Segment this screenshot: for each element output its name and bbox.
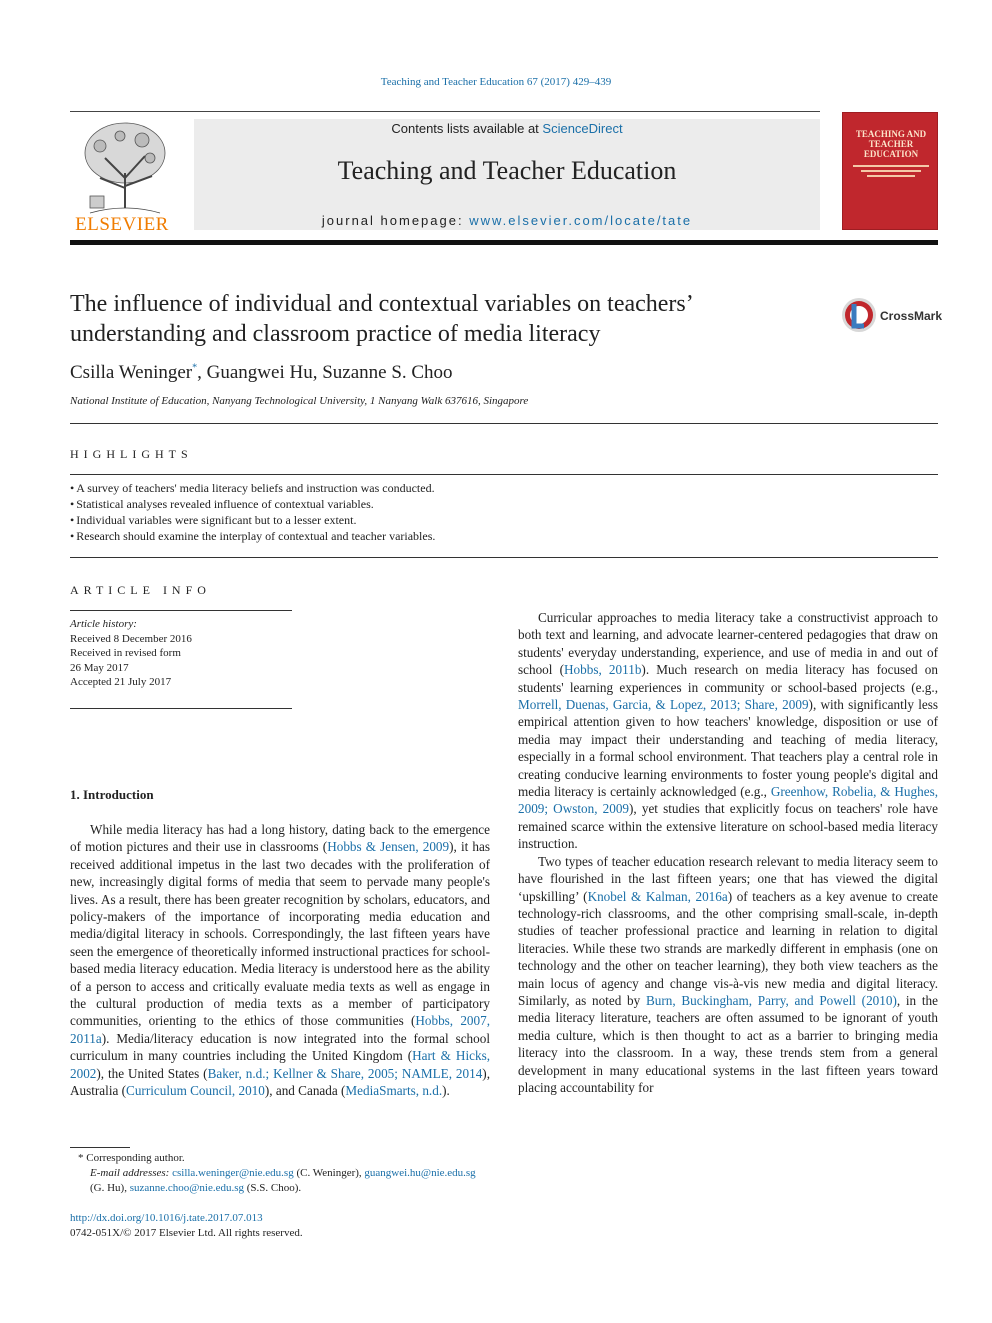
doi-link[interactable]: http://dx.doi.org/10.1016/j.tate.2017.07.013 (70, 1212, 263, 1224)
highlight-item: • A survey of teachers' media literacy beliefs and instruction was conducted. (70, 480, 938, 496)
cover-title: TEACHING AND TEACHER EDUCATION (855, 129, 927, 159)
elsevier-wordmark: ELSEVIER (75, 214, 169, 235)
email-link[interactable]: suzanne.choo@nie.edu.sg (129, 1182, 245, 1194)
cover-decoration (853, 165, 929, 182)
revised-label: Received in revised form (70, 647, 181, 660)
journal-title: Teaching and Teacher Education (337, 156, 677, 185)
author-name[interactable]: Csilla Weninger (70, 362, 193, 383)
author-name[interactable]: Guangwei Hu (206, 362, 313, 383)
author-list: Csilla Weninger*, Guangwei Hu, Suzanne S. Choo (70, 362, 453, 383)
copyright: 0742-051X/© 2017 Elsevier Ltd. All rights reserved. (70, 1227, 303, 1239)
intro-paragraph-2: Curricular approaches to media literacy take a constructivist approach to both text and learning, and advocate learner-centered pedagogies that draw on students' everyday understanding, experience, and use of media in and out of school (Hobbs, 2011b). Much research on media literacy has focused on students' learning experiences in community or school-based projects (e.g., Morrell, Duenas, Garcia, & Lopez, 2013; Share, 2009), with significantly less empirical attention given to how teachers' knowledge, disposition or use of media may impact their understanding and teaching of media literacy, especially in a formal school environment. That teachers play a central role in creating conducive learning environments to foster young people's digital and media literacy is certainly acknowledged (e.g., Greenhow, Robelia, & Hughes, 2009; Owston, 2009), yet studies that explicitly focus on teachers' role have remained scarce within the extensive literature on school-based media literacy instruction. (518, 610, 939, 852)
email-addresses: E-mail addresses: csilla.weninger@nie.edu.sg (C. Weninger), guangwei.hu@nie.edu.sg (G. Hu), suzanne.choo@nie.edu.sg (S.S. Choo). (90, 1167, 476, 1194)
email-link[interactable]: csilla.weninger@nie.edu.sg (172, 1167, 294, 1179)
doi-block (70, 1211, 303, 1241)
citation-link[interactable]: Hobbs, 2011b (564, 662, 642, 678)
citation-link[interactable]: Hart & Hicks, 2002 (70, 1048, 491, 1081)
corresponding-mark[interactable]: * (192, 362, 198, 374)
citation-link[interactable]: MediaSmarts, n.d. (345, 1083, 443, 1099)
article-info-heading: ARTICLE INFO (70, 583, 211, 597)
citation-link[interactable]: Greenhow, Robelia, & Hughes, 2009; Owston, 2009 (518, 784, 938, 817)
sciencedirect-link[interactable]: ScienceDirect (542, 121, 623, 136)
highlight-item: • Research should examine the interplay of contextual and teacher variables. (70, 528, 938, 544)
article-title: The influence of individual and contextual variables on teachers’ understanding and classroom practice of media literacy (70, 291, 692, 347)
highlights-bottom-rule (70, 557, 938, 558)
journal-cover-thumbnail[interactable] (842, 112, 938, 230)
affiliation: National Institute of Education, Nanyang Technological University, 1 Nanyang Walk 637616, Singapore (70, 395, 529, 407)
corresponding-author-note: * Corresponding author. (78, 1152, 185, 1164)
citation-link[interactable]: Burn, Buckingham, Parry, and Powell (2010) (645, 992, 897, 1008)
citation-link[interactable]: Morrell, Duenas, Garcia, & Lopez, 2013; Share, 2009 (518, 697, 809, 713)
highlights-top-rule (70, 474, 938, 475)
citation-link[interactable]: Baker, n.d.; Kellner & Share, 2005; NAMLE, 2014 (207, 1065, 483, 1081)
received-date: Received 8 December 2016 (70, 632, 192, 645)
email-link[interactable]: guangwei.hu@nie.edu.sg (364, 1167, 476, 1179)
crossmark-label[interactable]: CrossMark (880, 309, 943, 323)
citation-link[interactable]: Hobbs, 2007, 2011a (70, 1013, 490, 1046)
contents-prefix: Contents lists available at (391, 121, 543, 136)
header-bottom-rule (70, 240, 938, 245)
history-title: Article history: (70, 618, 137, 630)
body-column-left (70, 821, 490, 1100)
article-history (70, 617, 292, 690)
highlight-item: • Statistical analyses revealed influence of contextual variables. (70, 496, 938, 512)
homepage-link[interactable]: www.elsevier.com/locate/tate (469, 213, 693, 228)
revised-date: 26 May 2017 (70, 661, 129, 674)
article-info-bottom-rule (70, 708, 292, 709)
header-top-rule (70, 111, 820, 112)
author-name[interactable]: Suzanne S. Choo (322, 362, 453, 383)
citation-link[interactable]: Knobel & Kalman, 2016a (587, 888, 728, 904)
article-info-top-rule (70, 610, 292, 611)
contents-line (194, 121, 820, 136)
accepted-date: Accepted 21 July 2017 (70, 676, 172, 689)
journal-reference[interactable]: Teaching and Teacher Education 67 (2017) 429–439 (380, 76, 612, 88)
footnote (70, 1151, 490, 1196)
highlight-item: • Individual variables were significant but to a lesser extent. (70, 512, 938, 528)
journal-homepage (194, 213, 820, 228)
homepage-prefix: journal homepage: (321, 213, 470, 228)
body-column-right (518, 609, 938, 1096)
citation-link[interactable]: Hobbs & Jensen, 2009 (327, 839, 450, 855)
highlights-list (70, 480, 938, 544)
intro-paragraph-3: Two types of teacher education research relevant to media literacy seem to have flourished in the last fifteen years; one that has viewed the digital ‘upskilling’ (Knobel & Kalman, 2016a) of teachers as a key avenue to create technology-rich classrooms, and the other comprising small-scale, in-depth studies of teacher professional practice and learning in relation to digital literacies. While these two strands are markedly different in emphasis (one on technology and the other on teacher learning), they both view teachers as the main locus of agency and change vis-à-vis new media and digital literacy. Similarly, as noted by Burn, Buckingham, Parry, and Powell (2010), in the media literacy literature, teachers are often assumed to be ignorant of youth media culture, which is then thought to act as a barrier to bringing media literacy into the classroom. In a way, these trends stem from a general development in many educational systems in the last fifteen years toward placing accountability for (518, 853, 938, 1095)
email-label: E-mail addresses: (90, 1167, 173, 1179)
highlights-heading: HIGHLIGHTS (70, 447, 193, 461)
footnote-rule (70, 1147, 130, 1148)
citation-link[interactable]: Curriculum Council, 2010 (126, 1083, 265, 1099)
section-heading-introduction: 1. Introduction (70, 787, 154, 802)
intro-paragraph-1: While media literacy has had a long history, dating back to the emergence of motion pictures and their use in classrooms (Hobbs & Jensen, 2009), it has received additional impetus in the last two decades with the proliferation of new, increasingly digital forms of media that seem to pervade many people's lives. As a result, there has been greater recognition by scholars, educators, and policy-makers of the importance of incorporating media education and media/digital literacy in schools. Correspondingly, the last fifteen years have seen the emergence of theoretically informed instructional practices for school-based media literacy education. Media literacy is understood here as the ability of a person to access and critically evaluate media texts as well as engage in the cultural production of media texts as a member of participatory communities, orienting to the ethics of those communities (Hobbs, 2007, 2011a). Media/literacy education is now integrated into the formal school curriculum in many countries including the United Kingdom (Hart & Hicks, 2002), the United States (Baker, n.d.; Kellner & Share, 2005; NAMLE, 2014), Australia (Curriculum Council, 2010), and Canada (MediaSmarts, n.d.). (70, 822, 491, 1099)
title-divider (70, 423, 938, 424)
